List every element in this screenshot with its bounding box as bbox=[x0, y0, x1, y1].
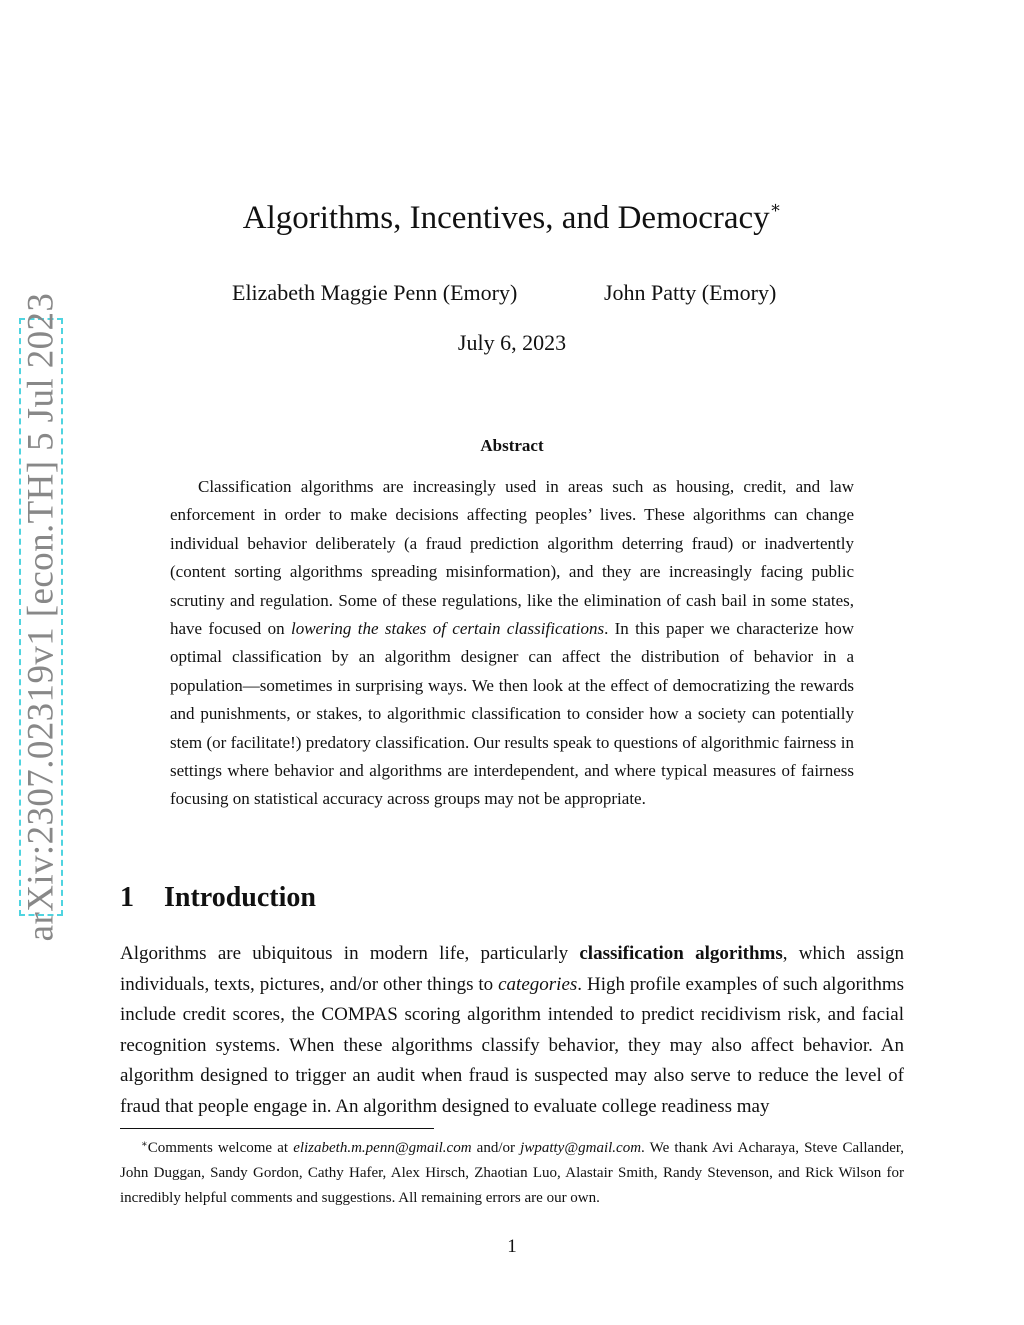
arxiv-id: arXiv:2307.02319v1 [econ.TH] 5 Jul 2023 bbox=[20, 292, 62, 942]
page-number: 1 bbox=[507, 1236, 517, 1257]
intro-emphasis: categories bbox=[498, 973, 578, 995]
intro-text-3: . High profile examples of such algorithms include credit scores, the COMPAS scoring algorithm intended to predict recidivism risk, and facial recognition systems. When these algorithms classify behavior, they may also affect behavior. An algorithm designed to trigger an audit when fraud is suspected may also serve to reduce the level of fraud that people engage in. An algorithm designed to evaluate college readiness may bbox=[120, 973, 904, 1117]
footnote-email-patty[interactable]: jwpatty@gmail.com bbox=[520, 1140, 642, 1156]
footnote-text-3: . We thank Avi Acharaya, Steve Callander, John Duggan, Sandy Gordon, Cathy Hafer, Alex Hirsch, Zhaotian Luo, Alastair Smith, Randy Stevenson, and Rick Wilson for incredibly helpful comments and suggestions. All remaining errors are our own. bbox=[120, 1140, 904, 1206]
footnote-mark: ∗ bbox=[141, 1139, 148, 1150]
title-footnote-mark[interactable]: ∗ bbox=[769, 198, 782, 217]
abstract-text-1: Classification algorithms are increasingly used in areas such as housing, credit, and law enforcement in order to make decisions affecting peoples’ lives. These algorithms can change individual behavior deliberately (a fraud prediction algorithm deterring fraud) or inadvertently (content sorting algorithms spreading misinformation), and they are increasingly facing public scrutiny and regulation. Some of these regulations, like the elimination of cash bail in some states, have focused on bbox=[170, 477, 854, 639]
intro-paragraph bbox=[120, 939, 904, 1123]
abstract-emphasis: lowering the stakes of certain classifications bbox=[290, 619, 605, 639]
section-number: 1 bbox=[120, 882, 134, 913]
paper-date: July 6, 2023 bbox=[457, 330, 567, 355]
paper-title bbox=[0, 198, 1024, 237]
section-heading bbox=[120, 882, 316, 914]
intro-bold-term: classification algorithms bbox=[579, 943, 783, 964]
footnote-text-1: Comments welcome at bbox=[147, 1140, 294, 1156]
intro-text-2: , which assign individuals, texts, pictures, and/or other things to bbox=[120, 943, 904, 995]
footnote bbox=[120, 1132, 904, 1211]
author-patty: John Patty (Emory) bbox=[604, 280, 777, 305]
author-penn: Elizabeth Maggie Penn (Emory) bbox=[232, 280, 518, 305]
footnote-rule bbox=[120, 1128, 434, 1129]
section-title: Introduction bbox=[164, 882, 316, 913]
arxiv-stamp bbox=[19, 292, 63, 942]
intro-text-1: Algorithms are ubiquitous in modern life, particularly bbox=[120, 943, 580, 964]
paper-title-text: Algorithms, Incentives, and Democracy bbox=[242, 200, 770, 236]
abstract-body bbox=[170, 473, 854, 814]
abstract-heading: Abstract bbox=[480, 436, 544, 455]
abstract-text-2: . In this paper we characterize how optimal classification by an algorithm designer can affect the distribution of behavior in a population—sometimes in surprising ways. We then look at the effect of democratizing the rewards and punishments, or stakes, to algorithmic classification to consider how a society can potentially stem (or facilitate!) predatory classification. Our results speak to questions of algorithmic fairness in settings where behavior and algorithms are interdependent, and where typical measures of fairness focusing on statistical accuracy across groups may not be appropriate. bbox=[170, 619, 854, 809]
footnote-text-2: and/or bbox=[471, 1140, 521, 1156]
footnote-email-penn[interactable]: elizabeth.m.penn@gmail.com bbox=[293, 1140, 472, 1156]
